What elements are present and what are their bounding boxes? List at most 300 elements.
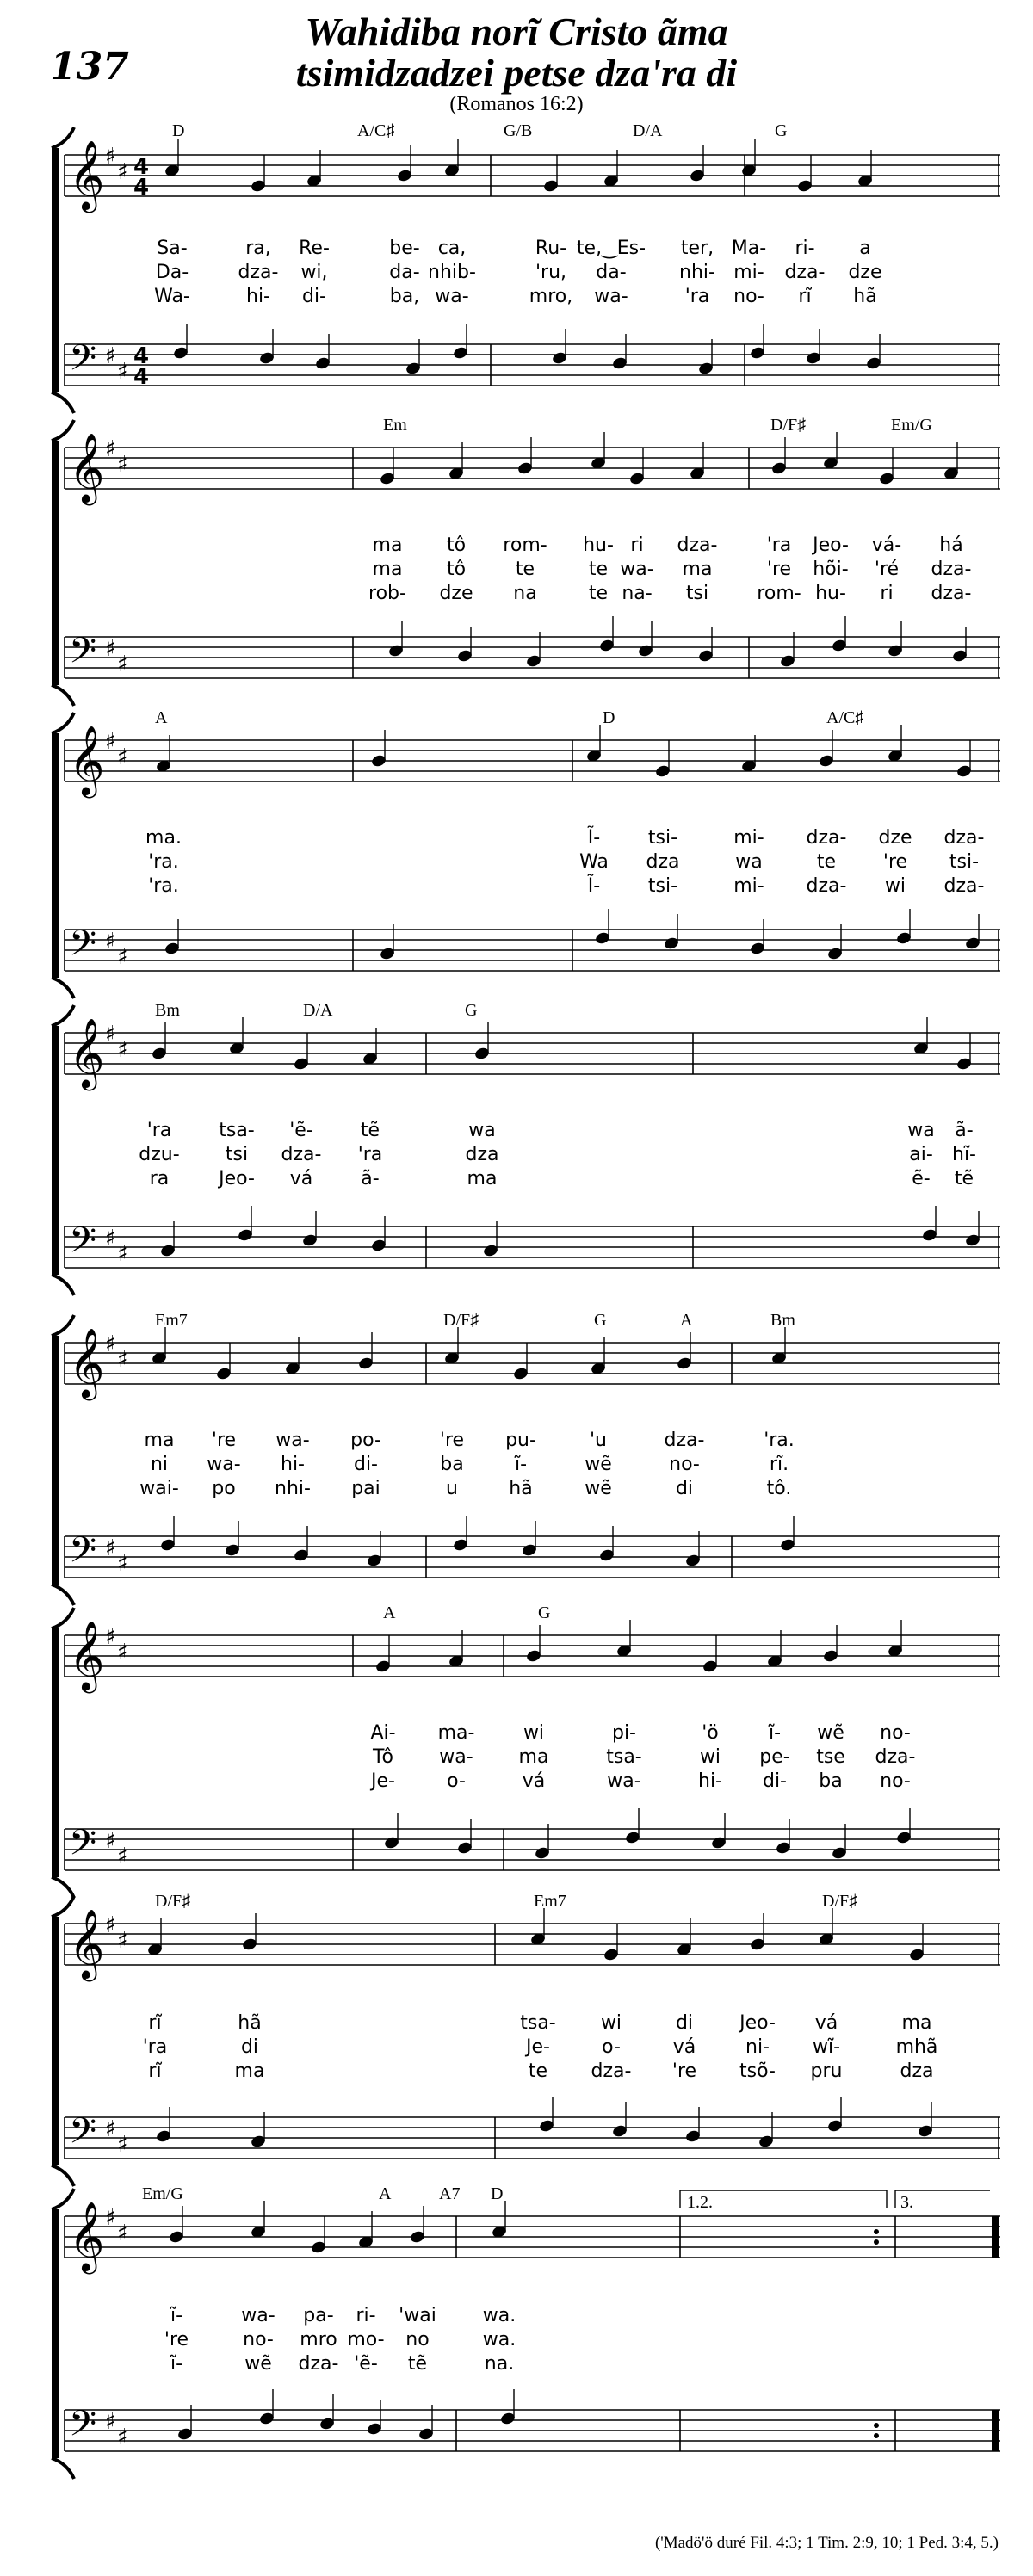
lyric-syllable: ai- [909,1144,933,1165]
chord-symbol: D [491,2184,504,2203]
lyric-syllable: wa- [594,286,628,307]
sharp-icon: ♯ [117,1551,128,1577]
chord-symbol: G [594,1311,607,1330]
lyric-syllable: wẽ [817,1722,844,1744]
repeat-dot [874,2423,879,2428]
lyric-syllable: wa [907,1120,935,1141]
lyric-syllable: te [816,851,837,873]
lyric-syllable: wa- [241,2305,275,2326]
lyric-syllable: Jeo- [219,1168,255,1189]
bass-clef-icon: 𝄢 [69,1529,97,1579]
lyric-syllable: di [675,2012,694,2034]
lyric-syllable: tô. [766,1478,792,1499]
lyric-syllable: 're [766,559,792,580]
lyric-syllable: no- [733,286,764,307]
lyric-syllable: dza- [591,2060,632,2082]
lyric-syllable: wẽ [244,2353,272,2375]
lyric-syllable: tsi- [647,875,678,897]
chord-symbol: D/A [303,1001,333,1020]
sharp-icon: ♯ [105,1331,116,1357]
lyric-syllable: vá- [871,534,902,556]
chord-symbol: G [465,1001,478,1020]
chord-symbol: G [538,1603,551,1622]
lyric-syllable: 'u [590,1430,607,1451]
system-bracket [52,1026,59,1275]
chord-symbol: D/F♯ [770,416,807,435]
lyric-syllable: 're [211,1430,237,1451]
lyric-syllable: wa [735,851,763,873]
lyric-syllable: ma [234,2060,265,2082]
bass-clef-icon: 𝄢 [69,1822,97,1872]
sharp-icon: ♯ [117,1347,128,1373]
lyric-syllable: hõi- [813,559,849,580]
lyric-syllable: 're [439,1430,465,1451]
lyric-syllable: tsõ- [739,2060,776,2082]
chord-symbol: A7 [439,2184,461,2203]
lyric-syllable: mi- [733,827,764,849]
lyric-syllable: wai- [139,1478,179,1499]
sharp-icon: ♯ [117,2425,128,2450]
lyric-syllable: 'ẽ- [289,1120,313,1141]
lyric-syllable: 'ra. [764,1430,795,1451]
lyric-syllable: 'ra [357,1144,383,1165]
lyric-syllable: pa- [303,2305,334,2326]
lyric-syllable: ri [880,583,894,604]
lyric-syllable: ba, [389,286,420,307]
bracket-bottom-hook [52,978,74,998]
sharp-icon: ♯ [117,744,128,770]
bass-clef-icon: 𝄢 [69,2403,97,2453]
lyric-syllable: mhã [895,2036,938,2058]
lyric-syllable: 'ra [146,1120,172,1141]
lyric-syllable: ma [467,1168,498,1189]
lyric-syllable: 'ra [684,286,710,307]
chord-symbol: G/B [504,121,533,140]
lyric-syllable: vá [814,2012,838,2034]
lyric-syllable: ma- [437,1722,475,1744]
volta-label-3: 3. [900,2193,913,2212]
system-bracket [52,148,59,392]
chord-symbol: D/F♯ [822,1892,858,1911]
lyric-syllable: po [212,1478,236,1499]
lyric-syllable: 'ra. [148,875,179,897]
lyric-syllable: ma [372,534,403,556]
lyric-syllable: hã [238,2012,262,2034]
lyric-syllable: wa- [620,559,654,580]
lyric-syllable: Ru- [535,238,567,259]
lyric-syllable: vá [672,2036,696,2058]
sharp-icon: ♯ [117,2132,128,2158]
lyric-syllable: dza- [931,559,972,580]
repeat-dot [874,2229,879,2234]
lyric-syllable: ma [682,559,713,580]
sharp-icon: ♯ [105,729,116,755]
lyric-syllable: pai [351,1478,380,1499]
sharp-icon: ♯ [105,1535,116,1561]
lyric-syllable: dza- [664,1430,705,1451]
lyric-syllable: tô [446,534,467,556]
treble-clef-icon: 𝄞 [69,1327,105,1398]
time-signature-top: 4 [133,343,150,369]
treble-clef-icon: 𝄞 [69,2201,105,2271]
lyric-syllable: pru [810,2060,843,2082]
sharp-icon: ♯ [117,359,128,385]
lyric-syllable: wa. [482,2305,516,2326]
lyric-syllable: wĩ- [812,2036,841,2058]
chord-symbol: G [775,121,788,140]
lyric-syllable: ma [144,1430,175,1451]
lyric-syllable: rĩ [148,2060,162,2082]
lyric-syllable: há [939,534,963,556]
lyric-syllable: wi [699,1746,721,1768]
lyric-syllable: wi [600,2012,622,2034]
lyric-syllable: Jeo- [813,534,849,556]
sharp-icon: ♯ [105,343,116,369]
sharp-icon: ♯ [117,944,128,970]
chord-symbol: A [379,2184,392,2203]
lyric-syllable: te,‿Es- [576,238,646,259]
lyric-syllable: po- [350,1430,381,1451]
lyric-syllable: dza- [298,2353,339,2375]
chord-symbol: D [172,121,185,140]
chord-symbol: D [603,708,615,727]
treble-clef-icon: 𝄞 [69,432,105,503]
lyric-syllable: rom- [503,534,547,556]
lyric-syllable: Wa [579,851,609,873]
system-bracket [52,1917,59,2165]
chord-symbol: D/F♯ [155,1892,191,1911]
lyric-syllable: ĩ- [170,2353,183,2375]
bass-clef-icon: 𝄢 [69,2110,97,2160]
final-barline [992,2216,999,2258]
lyric-syllable: tsi [685,583,709,604]
lyric-syllable: ma [901,2012,932,2034]
lyric-syllable: hi- [246,286,270,307]
chord-symbol: Em7 [534,1892,566,1911]
lyric-syllable: Je- [371,1770,395,1792]
lyric-syllable: hĩ- [952,1144,976,1165]
lyric-syllable: vá [289,1168,313,1189]
lyric-syllable: hu- [815,583,846,604]
sharp-icon: ♯ [117,2221,128,2246]
lyric-syllable: tsi- [949,851,980,873]
lyric-syllable: di [240,2036,259,2058]
system-bracket [52,733,59,978]
lyric-syllable: 'ru, [535,262,567,283]
lyric-syllable: ni [150,1454,169,1475]
lyric-syllable: dze [439,583,473,604]
lyric-syllable: na- [622,583,653,604]
sharp-icon: ♯ [105,2409,116,2435]
lyric-syllable: wẽ [585,1478,612,1499]
system-bracket [52,441,59,685]
lyric-syllable: tsa- [606,1746,642,1768]
sharp-icon: ♯ [105,144,116,170]
lyric-syllable: nhi- [679,262,715,283]
lyric-syllable: dza- [806,827,847,849]
lyric-syllable: te [588,559,609,580]
lyric-syllable: hã [853,286,877,307]
lyric-syllable: wa- [435,286,469,307]
sharp-icon: ♯ [105,1912,116,1938]
bracket-bottom-hook [52,392,74,413]
lyric-syllable: wẽ [585,1454,612,1475]
lyric-syllable: Ai- [370,1722,396,1744]
lyric-syllable: 'ö [702,1722,719,1744]
final-barline [992,2410,999,2451]
bass-clef-icon: 𝄢 [69,630,97,680]
lyric-syllable: no- [669,1454,700,1475]
system-bracket [52,2209,59,2458]
lyric-syllable: 'ra [142,2036,168,2058]
lyric-syllable: 're [882,851,908,873]
hymn-number: 137 [50,45,129,89]
sharp-icon: ♯ [105,1022,116,1047]
lyric-syllable: ri [630,534,644,556]
lyric-syllable: tẽ [407,2353,428,2375]
lyric-syllable: 're [671,2060,697,2082]
chord-symbol: Em/G [891,416,932,435]
title-line-2: tsimidzadzei petse dza'ra di [295,51,738,95]
bracket-bottom-hook [52,1585,74,1605]
sharp-icon: ♯ [105,1624,116,1650]
lyric-syllable: ri- [795,238,815,259]
treble-clef-icon: 𝄞 [69,725,105,795]
lyric-syllable: tsi- [647,827,678,849]
chord-symbol: A/C♯ [826,708,864,727]
sharp-icon: ♯ [105,2116,116,2142]
lyric-syllable: ca, [437,238,467,259]
chord-symbol: D/F♯ [443,1311,479,1330]
lyric-syllable: dza [646,851,680,873]
time-signature-bottom: 4 [133,175,150,201]
sharp-icon: ♯ [117,1241,128,1267]
chord-symbol: Em/G [142,2184,183,2203]
bracket-bottom-hook [52,1275,74,1295]
lyric-syllable: ẽ- [912,1168,931,1189]
sharp-icon: ♯ [117,652,128,677]
treble-clef-icon: 𝄞 [69,1017,105,1088]
lyric-syllable: dzu- [139,1144,180,1165]
lyric-syllable: ba [440,1454,464,1475]
chord-symbol: A [680,1311,693,1330]
sharp-icon: ♯ [105,1226,116,1251]
sharp-icon: ♯ [105,1828,116,1854]
sharp-icon: ♯ [117,159,128,185]
bass-clef-icon: 𝄢 [69,1220,97,1269]
chord-symbol: Em7 [155,1311,188,1330]
lyric-syllable: wi [523,1722,545,1744]
lyric-syllable: 'ẽ- [354,2353,378,2375]
lyric-syllable: dza- [677,534,718,556]
lyric-syllable: 'ra [766,534,792,556]
lyric-syllable: be- [389,238,420,259]
lyric-syllable: dza- [806,875,847,897]
scripture-reference: (Romanos 16:2) [449,93,584,115]
lyric-syllable: wa. [482,2329,516,2351]
lyric-syllable: di- [762,1770,788,1792]
chord-symbol: A [383,1603,396,1622]
lyric-syllable: nhib- [428,262,476,283]
lyric-syllable: hi- [698,1770,722,1792]
lyric-syllable: mi- [733,875,764,897]
lyric-syllable: nhi- [275,1478,311,1499]
lyric-syllable: na. [484,2353,515,2375]
chord-symbol: Bm [155,1001,180,1020]
lyric-syllable: 'ra. [148,851,179,873]
lyric-syllable: dza [465,1144,499,1165]
lyric-syllable: tẽ [360,1120,380,1141]
title-line-1: Wahidiba norĩ Cristo ãma [305,9,728,53]
treble-clef-icon: 𝄞 [69,1620,105,1690]
lyric-syllable: Ma- [731,238,767,259]
sharp-icon: ♯ [105,929,116,954]
lyric-syllable: ã- [955,1120,974,1141]
lyric-syllable: tsa- [219,1120,255,1141]
lyric-syllable: rĩ [798,286,812,307]
lyric-syllable: ni- [745,2036,770,2058]
lyric-syllable: ĩ- [768,1722,782,1744]
lyric-syllable: dza- [943,827,985,849]
sharp-icon: ♯ [105,436,116,462]
lyric-syllable: no- [243,2329,274,2351]
lyric-syllable: ter, [680,238,714,259]
lyric-syllable: ba [819,1770,843,1792]
lyric-syllable: ĩ- [170,2305,183,2326]
lyric-syllable: Je- [526,2036,550,2058]
lyric-syllable: wa- [275,1430,310,1451]
lyric-syllable: ra, [245,238,271,259]
sharp-icon: ♯ [117,1037,128,1063]
lyric-syllable: ma [518,1746,549,1768]
lyric-syllable: rĩ [148,2012,162,2034]
lyric-syllable: hã [509,1478,533,1499]
lyric-syllable: Re- [299,238,330,259]
lyric-syllable: ã- [361,1168,380,1189]
bass-clef-icon: 𝄢 [69,923,97,973]
lyric-syllable: da- [596,262,627,283]
lyric-syllable: wa- [607,1770,641,1792]
lyric-syllable: hi- [281,1454,305,1475]
lyric-syllable: Wa- [154,286,190,307]
lyric-syllable: tse [816,1746,845,1768]
lyric-syllable: wi, [300,262,328,283]
lyric-syllable: pu- [505,1430,536,1451]
lyric-syllable: o- [447,1770,466,1792]
lyric-syllable: dza- [875,1746,916,1768]
lyric-syllable: u [446,1478,458,1499]
sharp-icon: ♯ [117,1640,128,1665]
lyric-syllable: mi- [733,262,764,283]
bracket-bottom-hook [52,2165,74,2186]
lyric-syllable: Sa- [157,238,188,259]
treble-clef-icon: 𝄞 [69,1908,105,1979]
sharp-icon: ♯ [117,452,128,478]
sharp-icon: ♯ [105,636,116,662]
lyric-syllable: ra [149,1168,170,1189]
lyric-syllable: pi- [611,1722,637,1744]
lyric-syllable: dza- [784,262,826,283]
lyric-syllable: di- [353,1454,379,1475]
lyric-syllable: mo- [347,2329,385,2351]
lyric-syllable: 'ré [874,559,900,580]
lyric-syllable: ri- [356,2305,376,2326]
lyric-syllable: Ĩ- [587,827,601,849]
system-bracket [52,1336,59,1585]
lyric-syllable: a [859,238,871,259]
lyric-syllable: Ĩ- [587,875,601,897]
chord-symbol: Em [383,416,407,435]
lyric-syllable: pe- [759,1746,790,1768]
lyric-syllable: 're [164,2329,189,2351]
chord-symbol: A [155,708,168,727]
lyric-syllable: Jeo- [739,2012,776,2034]
lyric-syllable: tsi [225,1144,249,1165]
lyric-syllable: dze [848,262,882,283]
lyric-syllable: tsa- [520,2012,556,2034]
lyric-syllable: dza- [943,875,985,897]
lyric-syllable: dza [900,2060,934,2082]
lyric-syllable: vá [522,1770,546,1792]
lyric-syllable: da- [389,262,420,283]
bass-clef-icon: 𝄢 [69,337,97,387]
lyric-syllable: ĩ- [514,1454,528,1475]
lyric-syllable: no- [880,1770,911,1792]
lyric-syllable: di [675,1478,694,1499]
lyric-syllable: te [515,559,535,580]
lyric-syllable: wi [884,875,906,897]
lyric-syllable: no- [880,1722,911,1744]
sharp-icon: ♯ [117,1844,128,1869]
lyric-syllable: mro [300,2329,337,2351]
lyric-syllable: wa- [439,1746,473,1768]
lyric-syllable: mro, [529,286,573,307]
lyric-syllable: te [588,583,609,604]
sharp-icon: ♯ [117,1928,128,1954]
lyric-syllable: wa [468,1120,496,1141]
bracket-bottom-hook [52,1877,74,1898]
lyric-syllable: ma [372,559,403,580]
bracket-bottom-hook [52,685,74,706]
lyric-syllable: dza- [931,583,972,604]
chord-symbol: Bm [770,1311,795,1330]
lyric-syllable: tô [446,559,467,580]
lyric-syllable: hu- [583,534,614,556]
repeat-dot [874,2239,879,2245]
lyric-syllable: Tô [372,1746,394,1768]
lyric-syllable: di- [301,286,327,307]
lyric-syllable: dza- [281,1144,322,1165]
lyric-syllable: rom- [757,583,801,604]
lyric-syllable: dza- [238,262,279,283]
lyric-syllable: wa- [207,1454,241,1475]
lyric-syllable: tẽ [954,1168,974,1189]
lyric-syllable: o- [602,2036,621,2058]
lyric-syllable: no [405,2329,430,2351]
lyric-syllable: rob- [368,583,406,604]
chord-symbol: D/A [633,121,663,140]
repeat-dot [874,2433,879,2438]
lyric-syllable: ma. [145,827,182,849]
lyric-syllable: rĩ. [769,1454,789,1475]
volta-label-1-2: 1.2. [687,2193,713,2212]
footer-references: ('Madö'ö duré Fil. 4:3; 1 Tim. 2:9, 10; 1 Ped. 3:4, 5.) [654,2534,999,2552]
bracket-bottom-hook [52,2458,74,2479]
lyric-syllable: dze [878,827,912,849]
time-signature-top: 4 [133,154,150,180]
system-bracket [52,1628,59,1877]
time-signature-bottom: 4 [133,364,150,390]
